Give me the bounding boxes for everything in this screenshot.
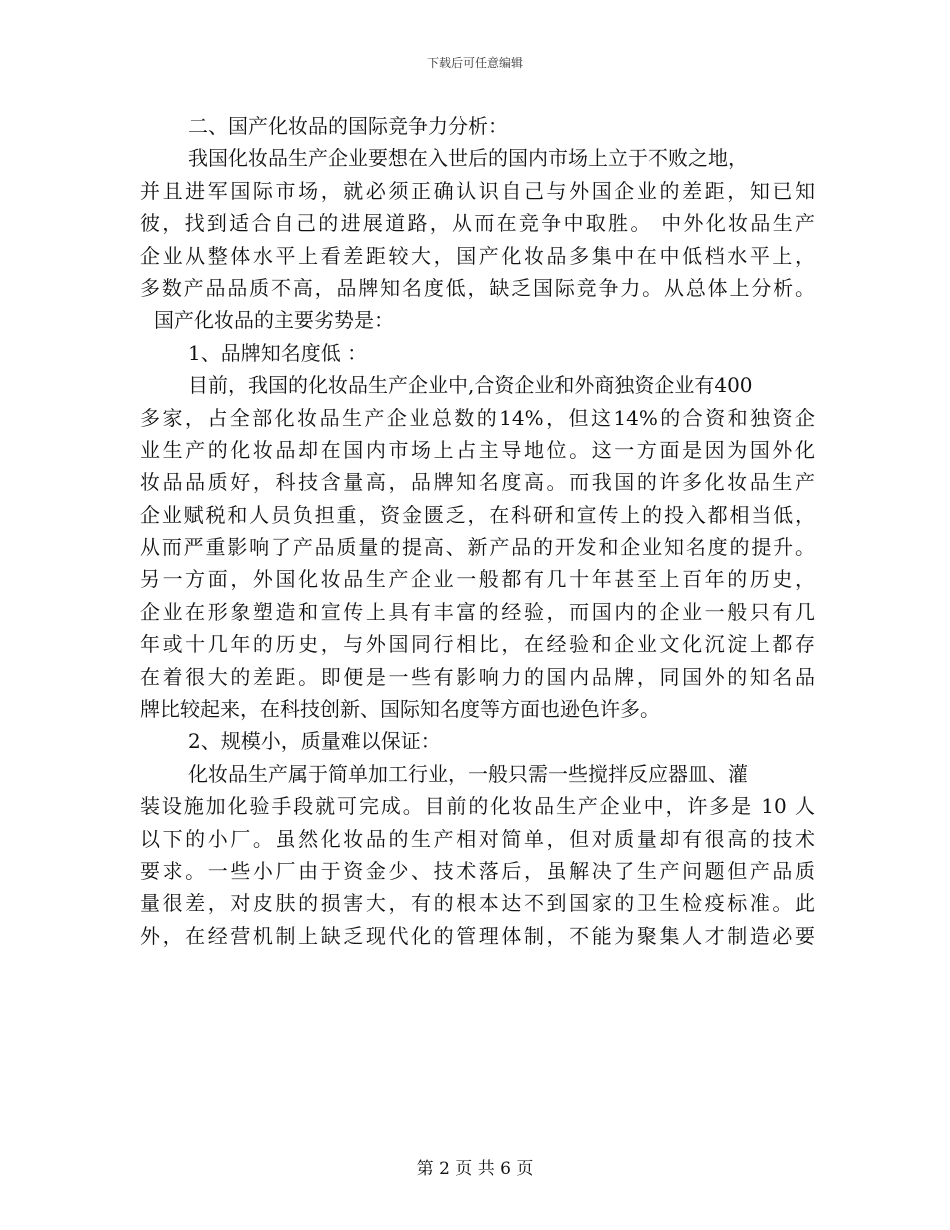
paragraph-line: 量很差，对皮肤的损害大，有的根本达不到国家的卫生检疫标准。此 <box>140 891 815 916</box>
paragraph-line: 从而严重影响了产品质量的提高、新产品的开发和企业知名度的提升。 <box>140 535 815 560</box>
paragraph-line: 要求。一些小厂由于资金少、技术落后，虽解决了生产问题但产品质 <box>140 858 815 883</box>
paragraph-line: 化妆品生产属于简单加工行业，一般只需一些搅拌反应器皿、灌 <box>188 761 748 786</box>
paragraph-line: 业生产的化妆品却在国内市场上占主导地位。这一方面是因为国外化 <box>140 437 815 462</box>
paragraph-line: 以下的小厂。虽然化妆品的生产相对简单，但对质量却有很高的技术 <box>140 826 815 851</box>
subsection-heading: 2、规模小，质量难以保证： <box>188 729 441 754</box>
paragraph-line: 年或十几年的历史，与外国同行相比，在经验和企业文化沉淀上都存 <box>140 632 815 657</box>
page-footer: 第 2 页 共 6 页 <box>416 1159 534 1179</box>
subsection-heading: 1、品牌知名度低 ： <box>188 340 368 365</box>
paragraph-line: 企业在形象塑造和宣传上具有丰富的经验，而国内的企业一般只有几 <box>140 599 815 624</box>
paragraph-line: 另一方面，外国化妆品生产企业一般都有几十年甚至上百年的历史， <box>140 567 815 592</box>
paragraph-line: 外，在经营机制上缺乏现代化的管理体制，不能为聚集人才制造必要 <box>140 923 815 948</box>
document-body <box>140 110 815 952</box>
paragraph-line: 目前，我国的化妆品生产企业中,合资企业和外商独资企业有400 <box>188 373 753 398</box>
paragraph-line: 在着很大的差距。即便是一些有影响力的国内品牌，同国外的知名品 <box>140 664 815 689</box>
paragraph-line: 妆品品质好，科技含量高，品牌知名度高。而我国的许多化妆品生产 <box>140 470 815 495</box>
paragraph-line: 我国化妆品生产企业要想在入世后的国内市场上立于不败之地， <box>188 146 748 171</box>
paragraph-line: 装设施加化验手段就可完成。目前的化妆品生产企业中，许多是 10 人 <box>140 794 815 819</box>
paragraph-line: 企业从整体水平上看差距较大，国产化妆品多集中在中低档水平上， <box>140 243 815 268</box>
paragraph-line: 牌比较起来，在科技创新、国际知名度等方面也逊色许多。 <box>140 697 660 722</box>
paragraph-line: 多数产品品质不高，品牌知名度低，缺乏国际竞争力。从总体上分析。 <box>140 275 815 300</box>
section-heading: 二、国产化妆品的国际竞争力分析： <box>188 114 508 138</box>
paragraph-line: 多家，占全部化妆品生产企业总数的14%，但这14%的合资和独资企 <box>140 405 815 430</box>
paragraph-line: 并且进军国际市场，就必须正确认识自己与外国企业的差距，知已知 <box>140 178 815 203</box>
paragraph-line: 企业赋税和人员负担重，资金匮乏，在科研和宣传上的投入都相当低， <box>140 502 815 527</box>
paragraph-line: 彼，找到适合自己的进展道路，从而在竞争中取胜。 中外化妆品生产 <box>140 211 815 236</box>
page-header: 下载后可任意编辑 <box>426 56 523 70</box>
paragraph-line: 国产化妆品的主要劣势是： <box>154 308 394 333</box>
